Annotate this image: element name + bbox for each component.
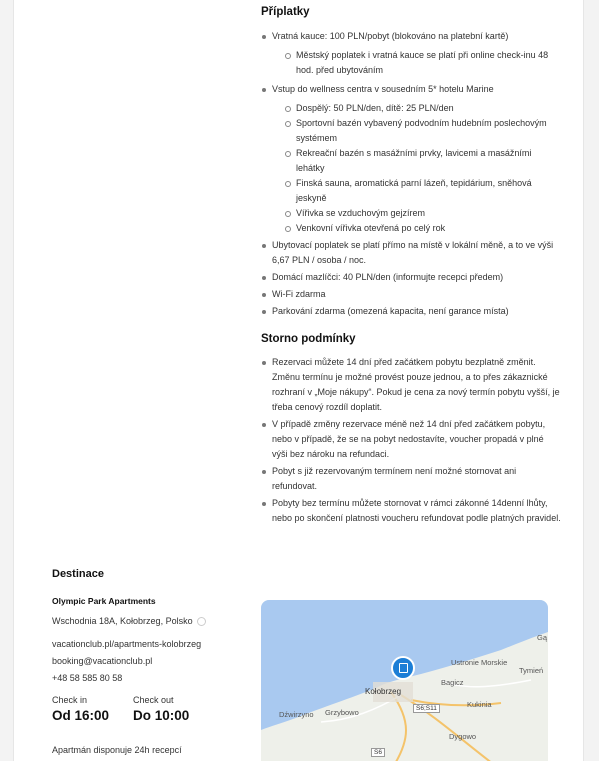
list-item: Vratná kauce: 100 PLN/pobyt (blokováno na platební kartě) Městský poplatek i vratná kauce se platí při online check-inu 48 hod. před ubytováním (261, 29, 561, 78)
reception-note: Apartmán disponuje 24h recepcí (52, 745, 182, 755)
location-map[interactable] (261, 600, 548, 761)
checkin-label: Check in (52, 695, 88, 705)
surcharges-title: Příplatky (261, 6, 310, 18)
list-subitem: Sportovní bazén vybavený podvodním hudebním poslechovým systémem (284, 116, 561, 146)
list-subitem: Dospělý: 50 PLN/den, dítě: 25 PLN/den (284, 101, 561, 116)
map-label-grzybowo: Grzybowo (325, 708, 359, 717)
map-canvas (261, 600, 548, 761)
property-name: Olympic Park Apartments (52, 596, 156, 606)
surcharges-section (261, 6, 561, 321)
cancellation-list (261, 355, 561, 526)
surcharges-list (261, 29, 561, 319)
map-label-bagicz: Bagicz (441, 678, 464, 687)
checkin-checkout (52, 695, 242, 723)
email-link[interactable]: booking@vacationclub.pl (52, 656, 153, 666)
list-item: Parkování zdarma (omezená kapacita, není garance místa) (261, 304, 561, 319)
list-item: Domácí mazlíčci: 40 PLN/den (informujte recepci předem) (261, 270, 561, 285)
road-badge-s6s11: S6;S11 (413, 704, 440, 713)
map-label-tymien: Tymień (519, 666, 544, 675)
road (391, 692, 406, 761)
cancellation-section (261, 333, 561, 528)
address: Wschodnia 18A, Kołobrzeg, Polsko (52, 613, 242, 630)
cancellation-title: Storno podmínky (261, 333, 356, 345)
checkout-block (133, 695, 189, 723)
map-label-ustronie: Ustronie Morskie (451, 658, 508, 667)
list-item: Pobyt s již rezervovaným termínem není možné stornovat ani refundovat. (261, 464, 561, 494)
map-label-ga: Gą (537, 633, 548, 642)
destination-section (52, 568, 242, 755)
map-label-kolobrzeg: Kołobrzeg (365, 687, 402, 696)
phone-link[interactable]: +48 58 585 80 58 (52, 673, 123, 683)
map-label-dygowo: Dygowo (449, 732, 477, 741)
destination-title: Destinace (52, 568, 104, 580)
list-subitem: Venkovní vířivka otevřená po celý rok (284, 221, 561, 236)
list-item: Ubytovací poplatek se platí přímo na místě v lokální měně, a to ve výši 6,67 PLN / osoba / noc. (261, 238, 561, 268)
list-subitem: Městský poplatek i vratná kauce se platí při online check-inu 48 hod. před ubytováním (284, 48, 561, 78)
list-item: Vstup do wellness centra v sousedním 5* hotelu Marine Dospělý: 50 PLN/den, dítě: 25 PLN/den Sportovní bazén vybavený podvodním hudebním poslechovým systémem Rekreační bazén s masážními prvky, lavicemi a masážními lehátky Finská sauna, aromatická parní lázeň, tepidárium, sněhová jeskyně Vířivka se vzduchovým gejzírem Venkovní vířivka otevřená po celý rok (261, 82, 561, 236)
map-label-dzwirzyno: Dźwirzyno (279, 710, 314, 719)
list-subitem: Vířivka se vzduchovým gejzírem (284, 206, 561, 221)
checkout-value: Do 10:00 (133, 708, 190, 723)
list-item: Wi-Fi zdarma (261, 287, 561, 302)
checkin-block (52, 695, 109, 723)
list-subitem: Finská sauna, aromatická parní lázeň, tepidárium, sněhová jeskyně (284, 176, 561, 206)
list-subitem: Rekreační bazén s masážními prvky, lavicemi a masážními lehátky (284, 146, 561, 176)
list-item: Pobyty bez termínu můžete stornovat v rámci zákonné 14denní lhůty, nebo po skončení platnosti voucheru refundovat podle platných pravidel. (261, 496, 561, 526)
list-item: Rezervaci můžete 14 dní před začátkem pobytu bezplatně změnit. Změnu termínu je možné provést pouze jednou, a to přes zákaznické rozhraní v „Moje nákupy“. Pokud je cena za nový termín pobytu vyšší, je třeba cenový rozdíl doplatit. (261, 355, 561, 415)
checkout-label: Check out (133, 695, 174, 705)
website-link[interactable]: vacationclub.pl/apartments-kolobrzeg (52, 639, 202, 649)
hotel-pin-icon[interactable] (391, 656, 415, 680)
checkin-value: Od 16:00 (52, 708, 110, 723)
map-label-kukinia: Kukinia (467, 700, 492, 709)
location-icon (197, 617, 206, 626)
list-item: V případě změny rezervace méně než 14 dní před začátkem pobytu, nebo v případě, že se na pobyt nedostavíte, voucher propadá v plné výši bez nároku na refundaci. (261, 417, 561, 462)
road-badge-s6: S6 (371, 748, 385, 757)
